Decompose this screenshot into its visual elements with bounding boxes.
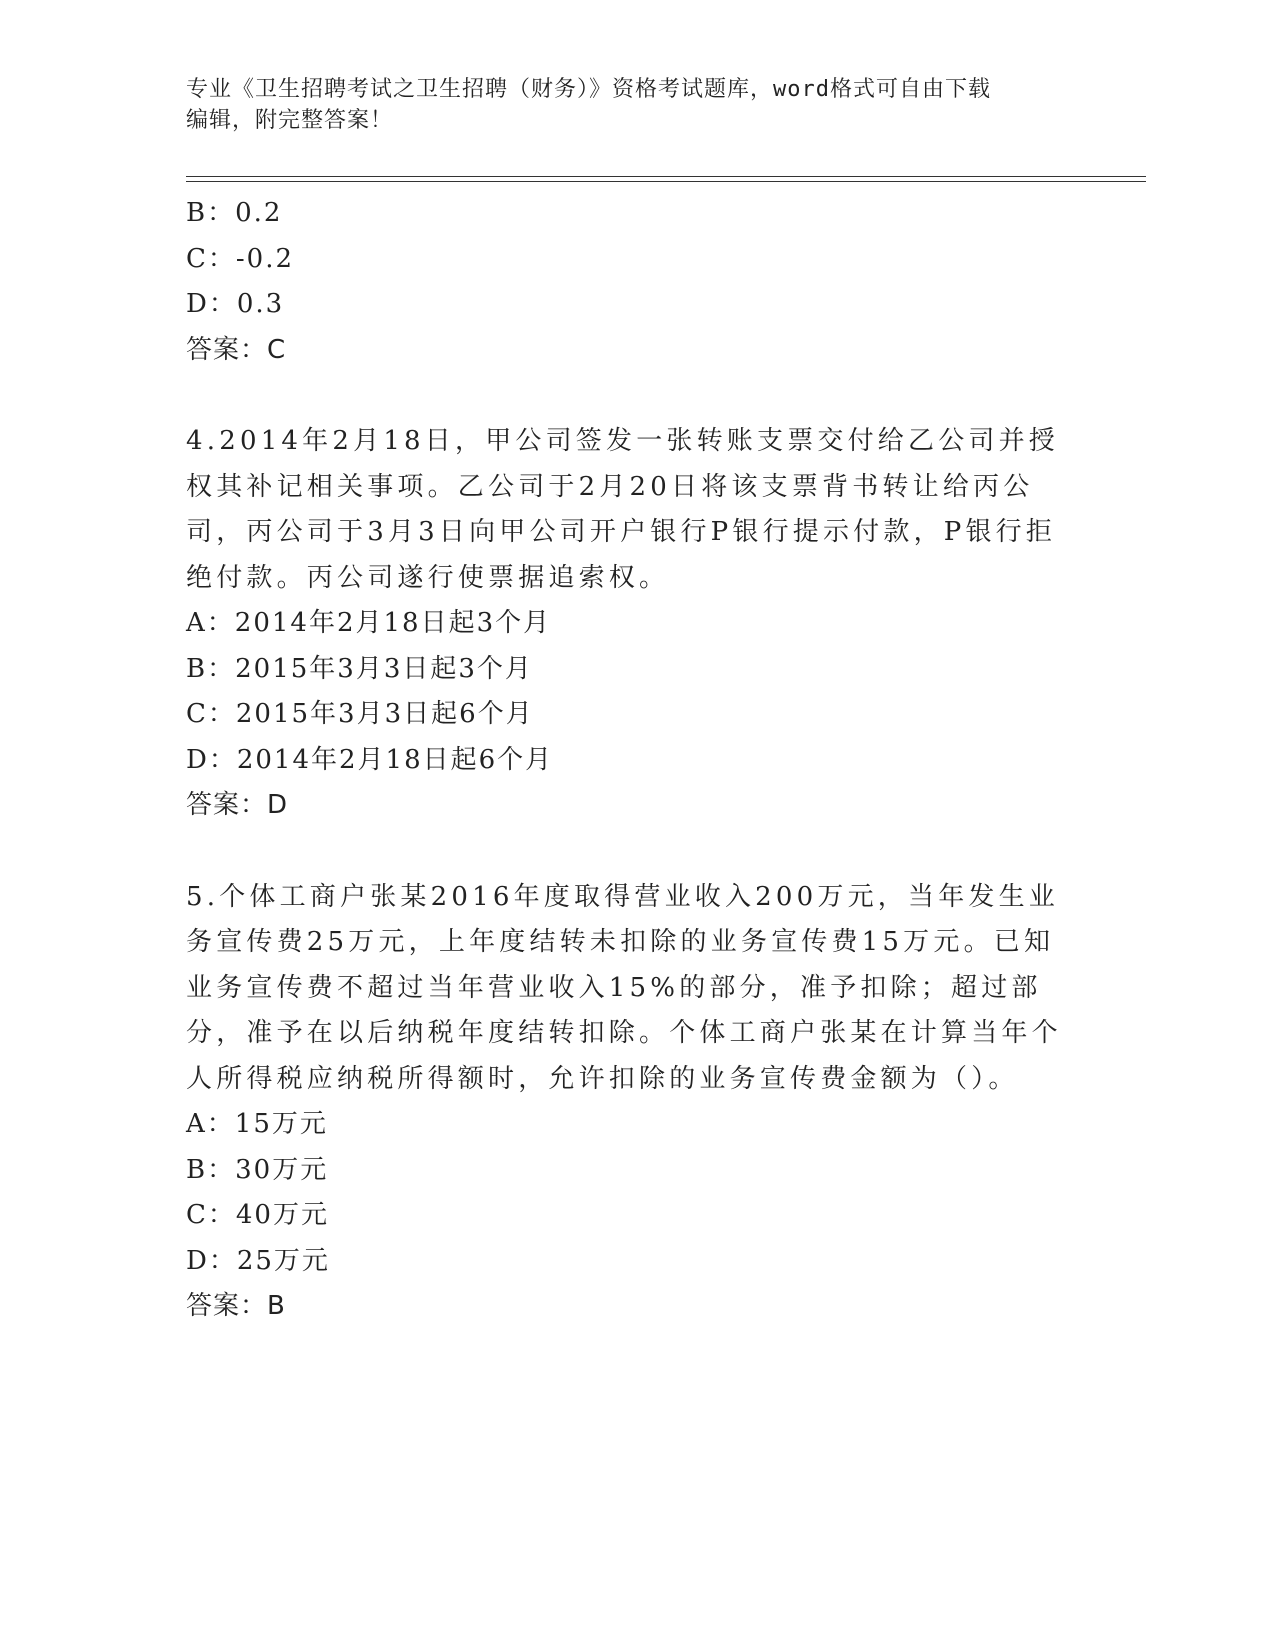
answer: 答案：B: [186, 1291, 286, 1321]
spacer: [186, 373, 1086, 419]
option-a: A：2014年2月18日起3个月: [186, 608, 552, 638]
header-divider-top: [186, 176, 1146, 177]
spacer: [186, 829, 1086, 875]
header-line-2: 编辑，附完整答案！: [186, 108, 394, 133]
option-d: D：0.3: [186, 289, 285, 319]
header-line-1: 专业《卫生招聘考试之卫生招聘（财务）》资格考试题库，word格式可自由下载: [186, 77, 991, 102]
question-content: [186, 191, 1086, 1330]
option-d: D：2014年2月18日起6个月: [186, 744, 554, 775]
question-3-block: [186, 191, 1086, 373]
option-a: A：15万元: [186, 1109, 328, 1139]
answer: 答案：C: [186, 334, 287, 365]
option-c: C：-0.2: [186, 243, 295, 274]
document-header: [186, 74, 1066, 136]
option-b: B：2015年3月3日起3个月: [186, 653, 533, 684]
question-5-block: [186, 875, 1086, 1330]
question-text: 4.2014年2月18日，甲公司签发一张转账支票交付给乙公司并授权其补记相关事项。乙公司于2月20日将该支票背书转让给丙公司，丙公司于3月3日向甲公司开户银行P银行提示付款，P银行拒绝付款。丙公司遂行使票据追索权。: [186, 426, 1060, 593]
answer: 答案：D: [186, 790, 289, 820]
option-b: B：30万元: [186, 1154, 329, 1185]
option-c: C：2015年3月3日起6个月: [186, 699, 534, 729]
question-4-block: [186, 419, 1086, 829]
question-text: 5.个体工商户张某2016年度取得营业收入200万元，当年发生业务宣传费25万元，上年度结转未扣除的业务宣传费15万元。已知业务宣传费不超过当年营业收入15%的部分，准予扣除；超过部分，准予在以后纳税年度结转扣除。个体工商户张某在计算当年个人所得税应纳税所得额时，允许扣除的业务宣传费金额为（）。: [186, 881, 1062, 1094]
option-d: D：25万元: [186, 1245, 330, 1276]
header-divider-bottom: [186, 181, 1146, 182]
option-b: B：0.2: [186, 198, 283, 228]
option-c: C：40万元: [186, 1200, 329, 1230]
